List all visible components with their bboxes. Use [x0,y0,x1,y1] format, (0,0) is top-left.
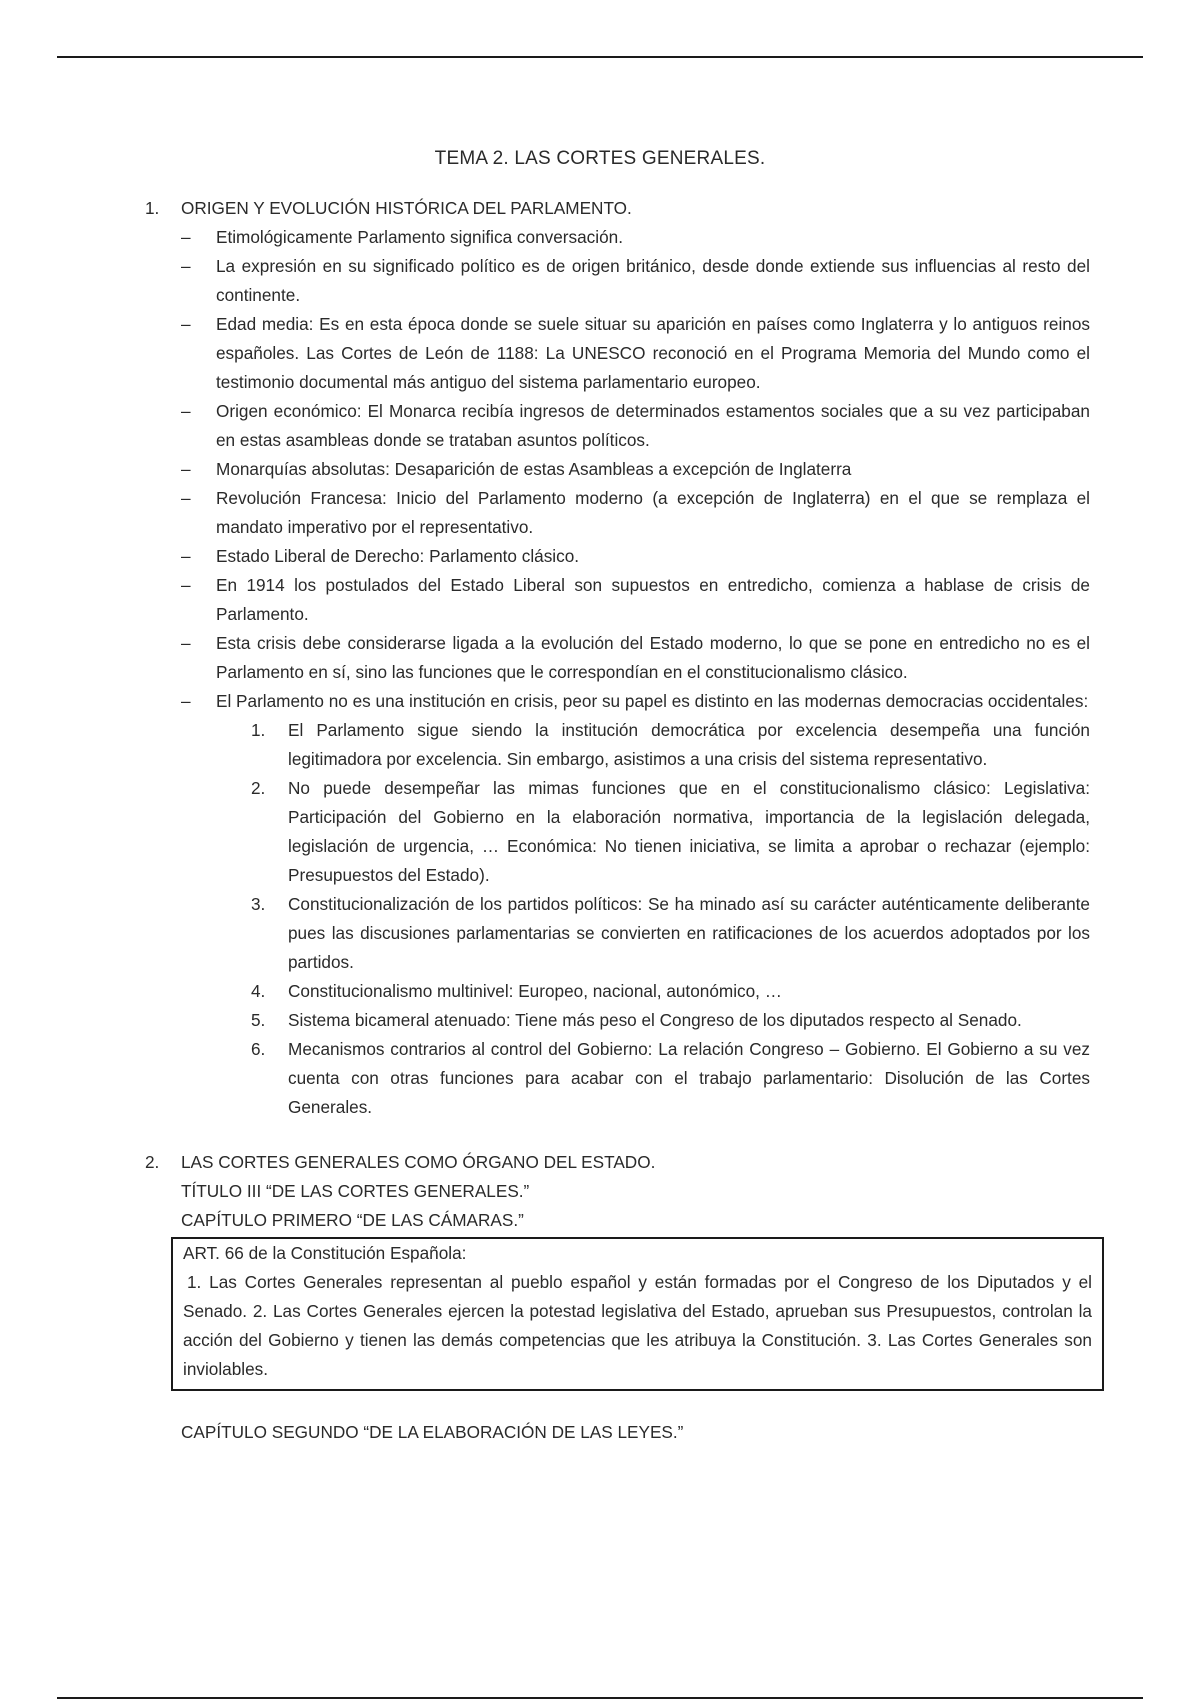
section-1-number: 1. [145,198,160,218]
item-text: No puede desempeñar las mimas funciones que en el constitucionalismo clásico: Legislativa: Participación del Gobierno en la elaboración normativa, importancia de la legislación delegada, legislación de urgencia, … Económica: No tienen iniciativa, se limita a aprobar o rechazar (ejemplo: Presupuestos del Estado). [288,778,1090,885]
article-66-box [171,1237,1104,1391]
section-2-number: 2. [145,1152,160,1172]
section-1-heading [145,194,1090,223]
item-number: 2. [251,778,266,798]
item-text: Constitucionalización de los partidos políticos: Se ha minado así su carácter auténticamente deliberante pues las discusiones parlamentarias se convierten en ratificaciones de los acuerdos adoptados por los partidos. [288,894,1090,972]
list-item: – Monarquías absolutas: Desaparición de estas Asambleas a excepción de Inglaterra [181,455,1090,484]
item-number: 3. [251,894,266,914]
item-text: Mecanismos contrarios al control del Gobierno: La relación Congreso – Gobierno. El Gobierno a su vez cuenta con otras funciones para acabar con el trabajo parlamentario: Disolución de las Cortes Generales. [288,1039,1090,1117]
page-title: TEMA 2. LAS CORTES GENERALES. [434,148,766,169]
list-item [181,687,1090,1122]
section-2 [145,1148,1090,1447]
item-number: 6. [251,1039,266,1059]
numbered-item [251,890,1090,977]
item-number: 1. [251,720,266,740]
section-1-bullets [145,223,1090,1122]
header-rule [57,56,1143,58]
section-2-heading [145,1148,1090,1177]
list-item: – Esta crisis debe considerarse ligada a la evolución del Estado moderno, lo que se pone en entredicho no es el Parlamento en sí, sino las funciones que le correspondían en el constitucionalismo clásico. [181,629,1090,687]
numbered-item [251,1006,1090,1035]
list-item: – Estado Liberal de Derecho: Parlamento clásico. [181,542,1090,571]
document-body [145,194,1090,1447]
capitulo-1-heading: CAPÍTULO PRIMERO “DE LAS CÁMARAS.” [181,1210,524,1230]
list-item: – Origen económico: El Monarca recibía ingresos de determinados estamentos sociales que a su vez participaban en estas asambleas donde se trataban asuntos políticos. [181,397,1090,455]
section-2-title: LAS CORTES GENERALES COMO ÓRGANO DEL ESTADO. [181,1152,656,1172]
item-text: El Parlamento sigue siendo la institución democrática por excelencia desempeña una función legitimadora por excelencia. Sin embargo, asistimos a una crisis del sistema representativo. [288,720,1090,769]
list-item: – Edad media: Es en esta época donde se suele situar su aparición en países como Inglaterra y lo antiguos reinos españoles. Las Cortes de León de 1188: La UNESCO reconoció en el Programa Memoria del Mundo como el testimonio documental más antiguo del sistema parlamentario europeo. [181,310,1090,397]
item-text: Sistema bicameral atenuado: Tiene más peso el Congreso de los diputados respecto al Senado. [288,1010,1022,1030]
list-item: – Etimológicamente Parlamento significa conversación. [181,223,1090,252]
list-item: – La expresión en su significado político es de origen británico, desde donde extiende sus influencias al resto del continente. [181,252,1090,310]
list-item-text: El Parlamento no es una institución en crisis, peor su papel es distinto en las modernas democracias occidentales: [216,691,1089,711]
numbered-item [251,977,1090,1006]
article-heading: ART. 66 de la Constitución Española: [183,1243,467,1263]
item-text: Constitucionalismo multinivel: Europeo, nacional, autonómico, … [288,981,782,1001]
numbered-item [251,774,1090,890]
capitulo-2-heading: CAPÍTULO SEGUNDO “DE LA ELABORACIÓN DE LAS LEYES.” [181,1422,684,1442]
item-number: 4. [251,981,266,1001]
article-text: 1. Las Cortes Generales representan al pueblo español y están formadas por el Congreso de los Diputados y el Senado. 2. Las Cortes Generales ejercen la potestad legislativa del Estado, aprueban sus Presupuestos, controlan la acción del Gobierno y tienen las demás competencias que les atribuya la Constitución. 3. Las Cortes Generales son inviolables. [183,1272,1092,1379]
numbered-item [251,716,1090,774]
numbered-item [251,1035,1090,1122]
numbered-list [216,716,1090,1122]
list-item: – Revolución Francesa: Inicio del Parlamento moderno (a excepción de Inglaterra) en el que se remplaza el mandato imperativo por el representativo. [181,484,1090,542]
item-number: 5. [251,1010,266,1030]
list-item: – En 1914 los postulados del Estado Liberal son supuestos en entredicho, comienza a hablase de crisis de Parlamento. [181,571,1090,629]
section-1-title: ORIGEN Y EVOLUCIÓN HISTÓRICA DEL PARLAMENTO. [181,198,632,218]
titulo-heading: TÍTULO III “DE LAS CORTES GENERALES.” [181,1181,530,1201]
footer-rule [57,1697,1143,1699]
